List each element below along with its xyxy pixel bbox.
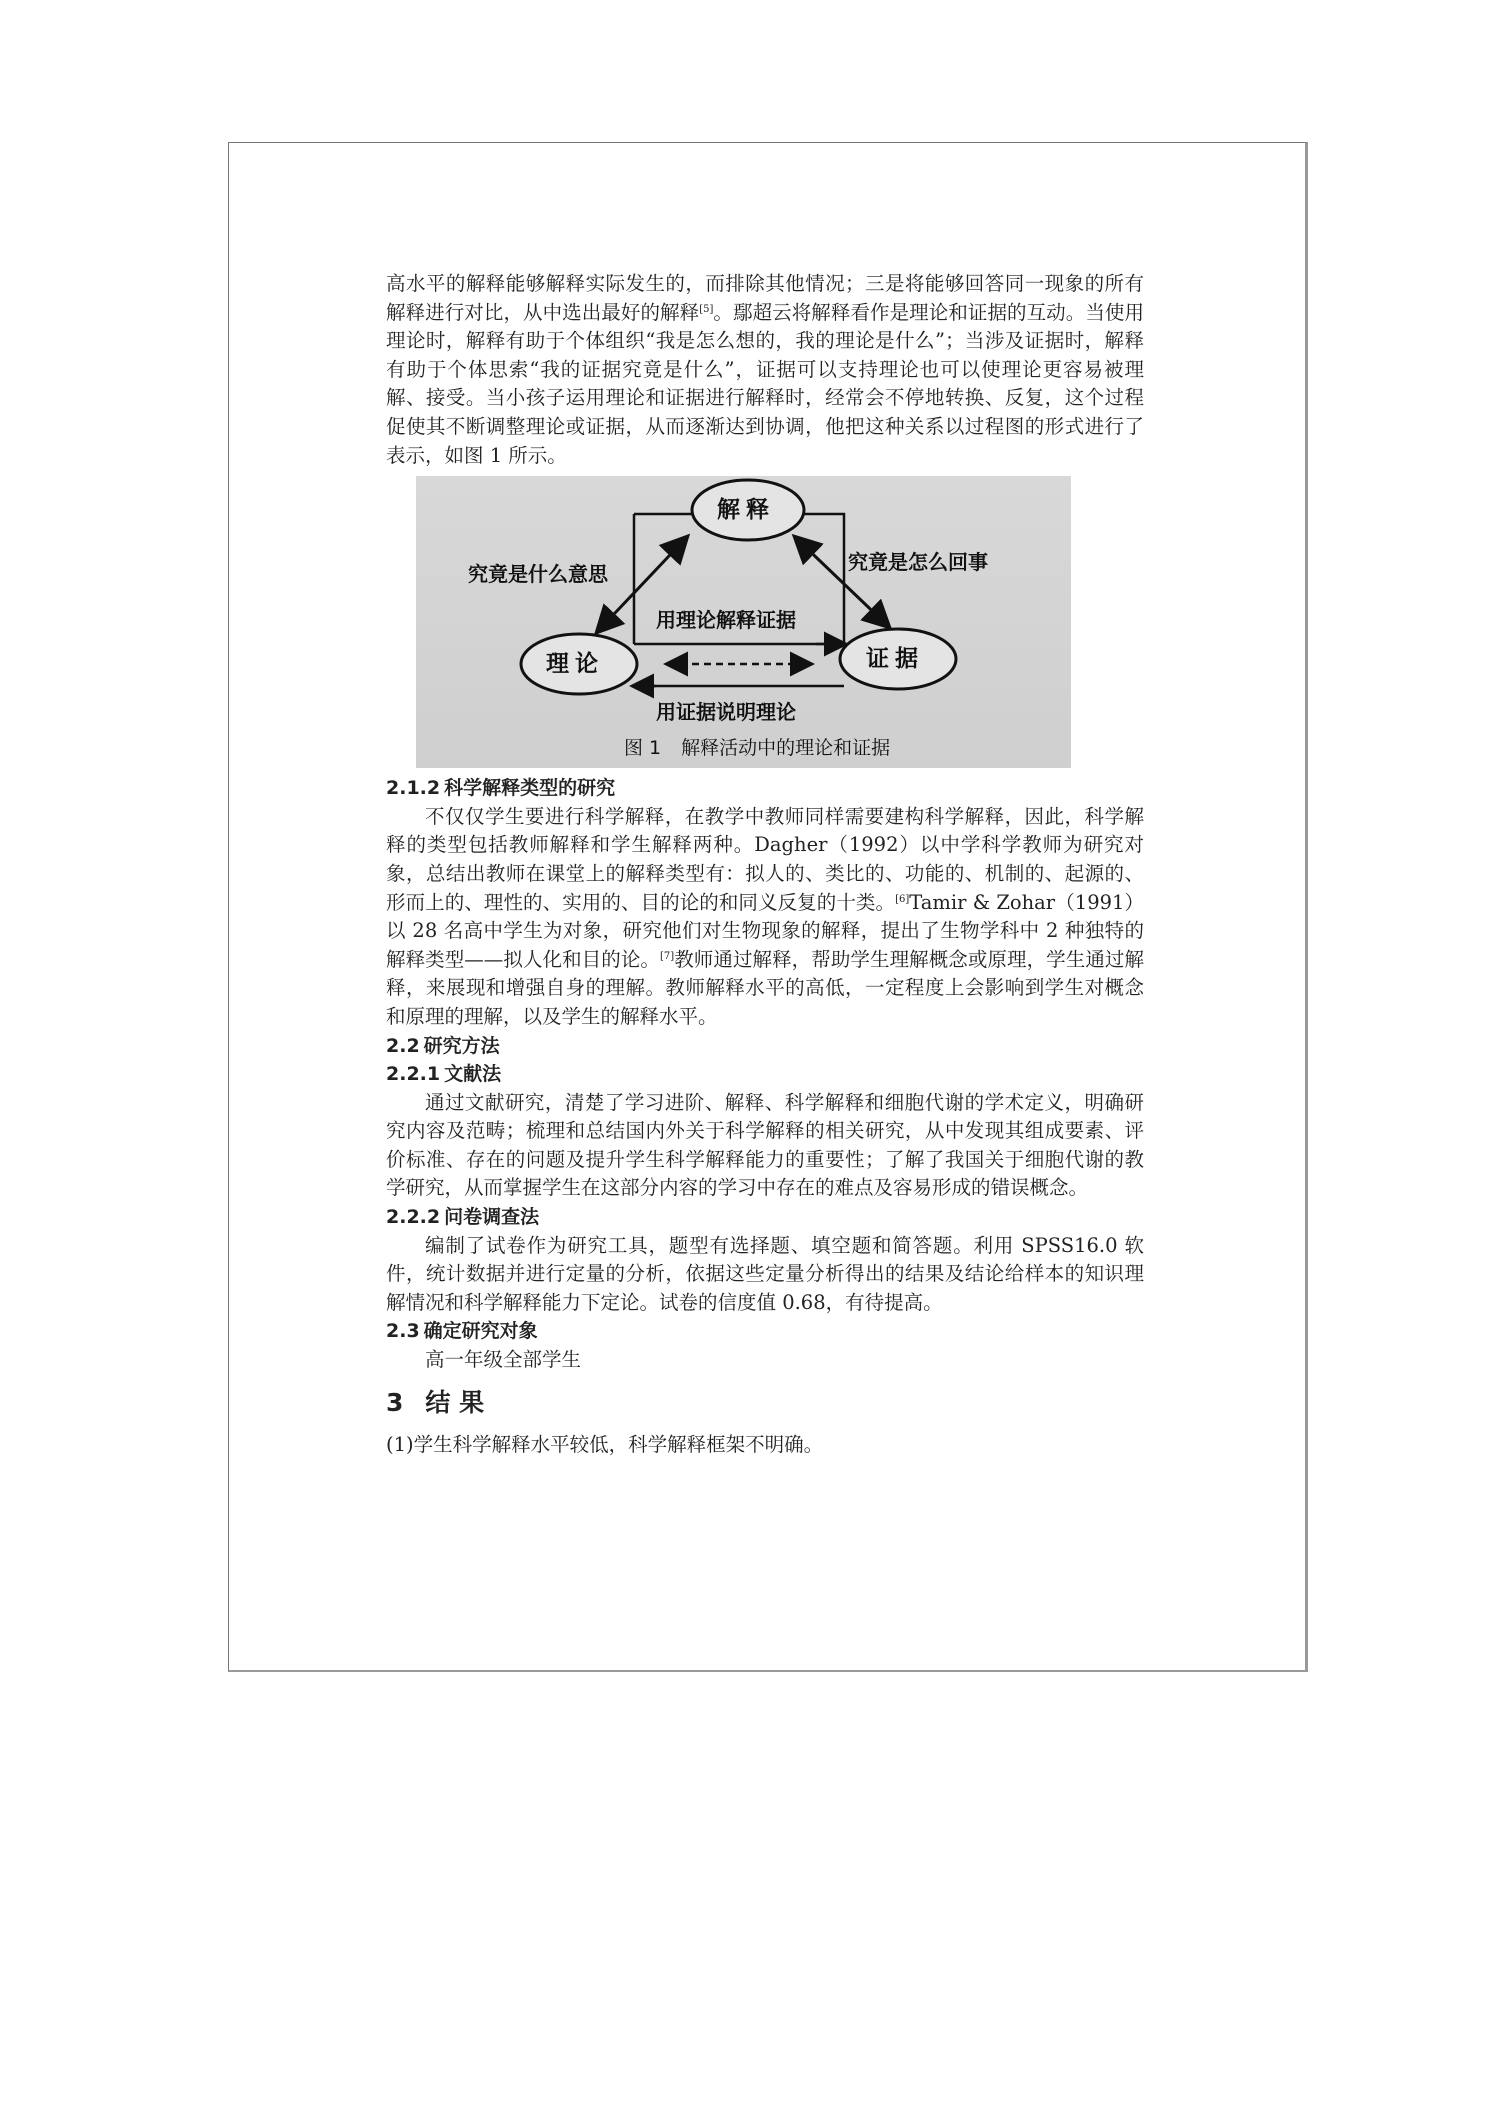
heading-number: 2.2	[386, 1034, 420, 1057]
label-what-meaning: 究竟是什么意思	[468, 562, 608, 587]
figure-caption	[624, 734, 890, 763]
caption-number: 图 1	[624, 737, 662, 760]
body-text: Tamir & Zohar（1991）以 28 名高中学生为对象，研究他们对生物现象的解释，提出了生物学科中 2 种独特的解释类型——拟人化和目的论。	[386, 890, 1144, 971]
heading-2-3	[386, 1317, 1144, 1346]
heading-2-1-2	[386, 774, 1144, 803]
heading-title: 科学解释类型的研究	[444, 777, 616, 800]
intro-text-b: 。鄢超云将解释看作是理论和证据的互动。当使用理论时，解释有助于个体组织“我是怎么想的，我的理论是什么”；当涉及证据时，解释有助于个体思索“我的证据究竟是什么”，证据可以支持理论也可以使理论更容易被理解、接受。当小孩子运用理论和证据进行解释时，经常会不停地转换、反复，这个过程促使其不断调整理论或证据，从而逐渐达到协调，他把这种关系以过程图的形式进行了表示，如图 1 所示。	[386, 300, 1144, 467]
chapter-number: 3	[386, 1387, 404, 1417]
heading-title: 问卷调查法	[444, 1206, 540, 1229]
figure-1	[416, 476, 1071, 768]
label-evidence-supports-theory: 用证据说明理论	[656, 700, 796, 725]
heading-2-2-2	[386, 1203, 1144, 1232]
result-1: (1)学生科学解释水平较低，科学解释框架不明确。	[386, 1433, 824, 1457]
section-2-3-body: 高一年级全部学生	[425, 1348, 582, 1372]
scanned-page	[228, 142, 1308, 1672]
node-evidence: 证据	[866, 646, 924, 673]
label-theory-explains-evidence: 用理论解释证据	[656, 608, 796, 633]
heading-number: 2.2.1	[386, 1063, 441, 1086]
section-2-2-2-body: 编制了试卷作为研究工具，题型有选择题、填空题和简答题。利用 SPSS16.0 软件，统计数据并进行定量的分析，依据这些定量分析得出的结果及结论给样本的知识理解情况和科学解释能力下定论。试卷的信度值 0.68，有待提高。	[386, 1233, 1144, 1314]
heading-title: 确定研究对象	[423, 1320, 538, 1343]
section-2-1-2-body	[386, 803, 1144, 1032]
citation-ref: [6]	[895, 893, 910, 905]
intro-text-a: 高水平的解释能够解释实际发生的，而排除其他情况；三是将能够回答同一现象的所有解释进行对比，从中选出最好的解释	[386, 272, 1144, 324]
citation-ref: [5]	[699, 303, 714, 315]
heading-2-2-1	[386, 1060, 1144, 1089]
intro-paragraph	[386, 270, 1144, 470]
heading-title: 文献法	[444, 1063, 502, 1086]
body-text: 不仅仅学生要进行科学解释，在教学中教师同样需要建构科学解释，因此，科学解释的类型包括教师解释和学生解释两种。Dagher（1992）以中学科学教师为研究对象，总结出教师在课堂上的解释类型有：拟人的、类比的、功能的、机制的、起源的、形而上的、理性的、实用的、目的论的和同义反复的十类。	[386, 804, 1144, 914]
section-2-2-1-body: 通过文献研究，清楚了学习进阶、解释、科学解释和细胞代谢的学术定义，明确研究内容及范畴；梳理和总结国内外关于科学解释的相关研究，从中发现其组成要素、评价标准、存在的问题及提升学生科学解释能力的重要性；了解了我国关于细胞代谢的教学研究，从而掌握学生在这部分内容的学习中存在的难点及容易形成的错误概念。	[386, 1090, 1144, 1200]
chapter-3-heading	[386, 1389, 1144, 1418]
node-theory: 理论	[546, 651, 604, 678]
citation-ref: [7]	[659, 950, 675, 962]
heading-number: 2.1.2	[386, 777, 441, 800]
chapter-title: 结 果	[425, 1387, 485, 1417]
heading-2-2	[386, 1032, 1144, 1061]
node-explain: 解释	[717, 497, 775, 524]
heading-title: 研究方法	[423, 1034, 500, 1057]
heading-number: 2.3	[386, 1320, 420, 1343]
label-what-happened: 究竟是怎么回事	[848, 550, 988, 575]
page-content	[386, 270, 1144, 1460]
caption-text: 解释活动中的理论和证据	[681, 737, 891, 760]
body-text: 教师通过解释，帮助学生理解概念或原理，学生通过解释，来展现和增强自身的理解。教师解释水平的高低，一定程度上会影响到学生对概念和原理的理解，以及学生的解释水平。	[386, 947, 1144, 1028]
heading-number: 2.2.2	[386, 1206, 441, 1229]
